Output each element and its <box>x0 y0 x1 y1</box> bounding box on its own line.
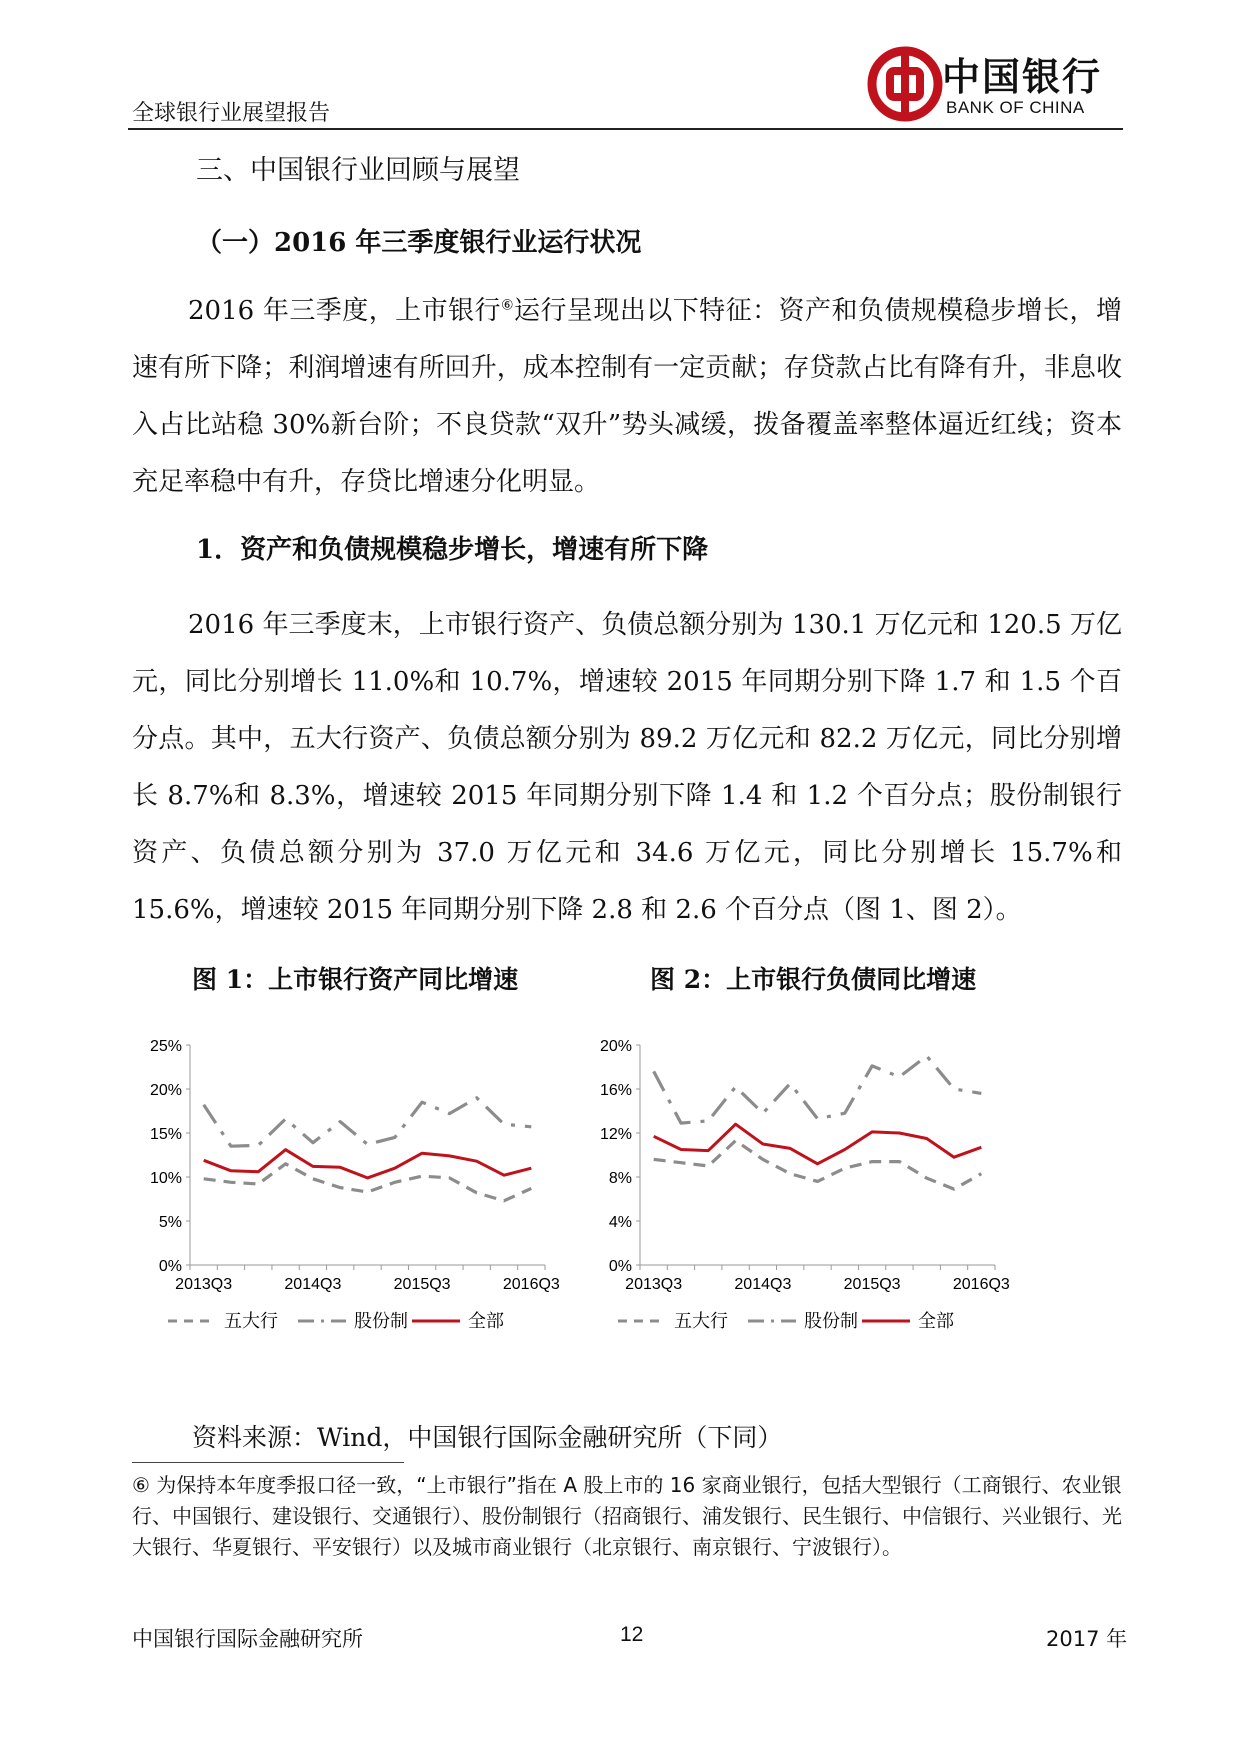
bank-of-china-emblem-icon <box>860 44 950 124</box>
page-number: 12 <box>620 1623 644 1646</box>
footer-year: 2017 年 <box>1046 1627 1128 1651</box>
legend-label: 全部 <box>468 1311 504 1331</box>
x-tick-label: 2016Q3 <box>952 1276 1010 1293</box>
legend-label: 五大行 <box>674 1311 728 1331</box>
y-tick-label: 0% <box>608 1258 632 1275</box>
series-line-全部 <box>204 1150 532 1178</box>
x-tick-label: 2014Q3 <box>734 1276 792 1293</box>
y-tick-label: 4% <box>608 1214 632 1231</box>
legend-label: 全部 <box>918 1311 954 1331</box>
series-line-股份制 <box>204 1098 532 1146</box>
series-line-股份制 <box>654 1056 982 1123</box>
figure2-chart <box>600 1035 1030 1390</box>
footnote-reference: ⑥ <box>500 297 514 314</box>
y-tick-label: 20% <box>150 1082 182 1099</box>
point1-paragraph: 2016 年三季度末，上市银行资产、负债总额分别为 130.1 万亿元和 120.5 万亿元，同比分别增长 11.0%和 10.7%，增速较 2015 年同期分别下降 1.7 和 1.5 个百分点。其中，五大行资产、负债总额分别为 89.2 万亿元和 82.2 万亿元，同比分别增长 8.7%和 8.3%，增速较 2015 年同期分别下降 1.4 和 1.2 个百分点；股份制银行资产、负债总额分别为 37.0 万亿元和 34.6 万亿元，同比分别增长 15.7%和 15.6%，增速较 2015 年同期分别下降 2.8 和 2.6 个百分点（图 1、图 2）。 <box>132 610 1122 925</box>
x-tick-label: 2015Q3 <box>393 1276 451 1293</box>
point1-heading: 1．资产和负债规模稳步增长，增速有所下降 <box>196 535 709 565</box>
figure1-chart <box>150 1035 580 1390</box>
series-line-全部 <box>654 1124 982 1164</box>
x-tick-label: 2015Q3 <box>843 1276 901 1293</box>
footnote <box>132 1470 1122 1563</box>
series-line-五大行 <box>204 1164 532 1201</box>
legend-label: 股份制 <box>804 1311 858 1331</box>
intro-text-before: 2016 年三季度，上市银行 <box>188 296 501 326</box>
section-title: 三、中国银行业回顾与展望 <box>196 155 520 186</box>
logo-english-name: BANK OF CHINA <box>946 98 1085 117</box>
x-tick-label: 2013Q3 <box>175 1276 233 1293</box>
y-tick-label: 0% <box>158 1258 182 1275</box>
x-tick-label: 2016Q3 <box>502 1276 560 1293</box>
y-tick-label: 16% <box>600 1082 632 1099</box>
y-tick-label: 8% <box>608 1170 632 1187</box>
footnote-rule <box>132 1462 404 1463</box>
intro-paragraph <box>132 283 1122 511</box>
footer-org: 中国银行国际金融研究所 <box>132 1627 363 1651</box>
x-tick-label: 2013Q3 <box>625 1276 683 1293</box>
y-tick-label: 20% <box>600 1038 632 1055</box>
y-tick-label: 10% <box>150 1170 182 1187</box>
data-source: 资料来源：Wind，中国银行国际金融研究所（下同） <box>192 1423 783 1452</box>
section-subtitle: （一）2016 年三季度银行业运行状况 <box>196 228 642 258</box>
header-rule <box>128 128 1123 130</box>
y-tick-label: 25% <box>150 1038 182 1055</box>
figure2-title: 图 2：上市银行负债同比增速 <box>650 965 977 994</box>
logo-chinese-name: 中国银行 <box>942 54 1103 99</box>
footnote-mark: ⑥ <box>132 1473 150 1497</box>
y-tick-label: 12% <box>600 1126 632 1143</box>
y-tick-label: 5% <box>158 1214 182 1231</box>
legend-label: 股份制 <box>354 1311 408 1331</box>
legend-label: 五大行 <box>224 1311 278 1331</box>
x-tick-label: 2014Q3 <box>284 1276 342 1293</box>
footnote-text: 为保持本年度季报口径一致，“上市银行”指在 A 股上市的 16 家商业银行，包括大型银行（工商银行、农业银行、中国银行、建设银行、交通银行）、股份制银行（招商银行、浦发银行、民生银行、中信银行、兴业银行、光大银行、华夏银行、平安银行）以及城市商业银行（北京银行、南京银行、宁波银行）。 <box>132 1473 1122 1559</box>
report-title: 全球银行业展望报告 <box>132 101 331 126</box>
intro-text-after: 运行呈现出以下特征：资产和负债规模稳步增长，增速有所下降；利润增速有所回升，成本控制有一定贡献；存贷款占比有降有升，非息收入占比站稳 30%新台阶；不良贷款“双升”势头减缓，拨备覆盖率整体逼近红线；资本充足率稳中有升，存贷比增速分化明显。 <box>132 296 1122 497</box>
figure1-title: 图 1：上市银行资产同比增速 <box>192 965 519 994</box>
y-tick-label: 15% <box>150 1126 182 1143</box>
